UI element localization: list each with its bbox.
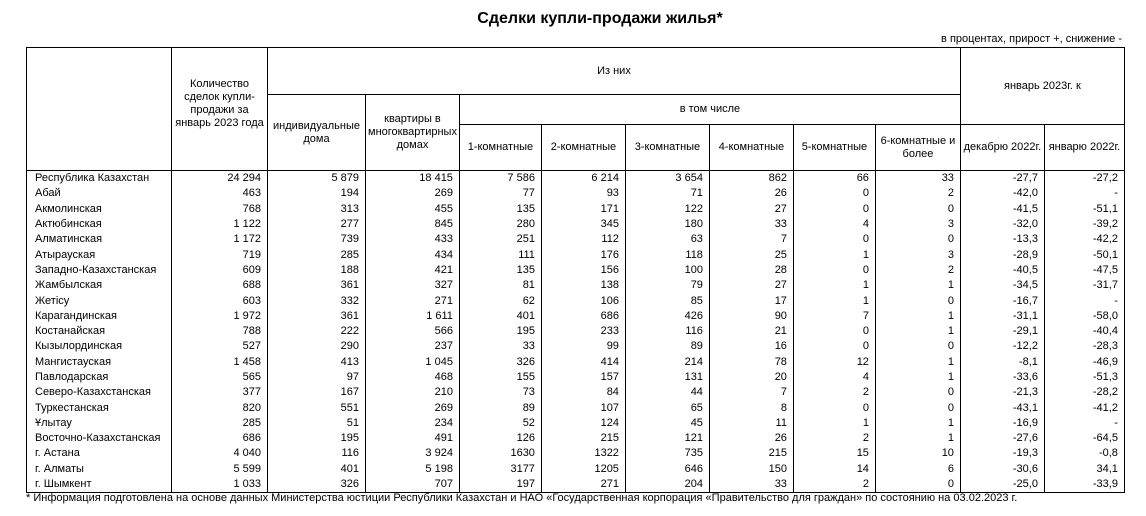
value-cell: 326 <box>459 355 541 370</box>
region-name-cell: Павлодарская <box>27 370 172 385</box>
table-row <box>27 355 1125 370</box>
table-row <box>27 477 1125 493</box>
value-cell: 3177 <box>459 462 541 477</box>
value-cell: 194 <box>268 186 366 201</box>
value-cell: 21 <box>709 324 793 339</box>
value-cell: 79 <box>625 278 709 293</box>
value-cell: 85 <box>625 293 709 308</box>
value-cell: 180 <box>625 217 709 232</box>
value-cell: 426 <box>625 309 709 324</box>
value-cell: 111 <box>459 247 541 262</box>
value-cell: -43,1 <box>960 400 1044 415</box>
rooms-6-header: 6-комнатные и более <box>875 125 960 171</box>
value-cell: 171 <box>541 202 625 217</box>
value-cell: -13,3 <box>960 232 1044 247</box>
value-cell: -27,2 <box>1044 171 1124 187</box>
value-cell: 566 <box>366 324 460 339</box>
region-name-cell: Западно-Казахстанская <box>27 263 172 278</box>
value-cell: 707 <box>366 477 460 493</box>
value-cell: 4 <box>793 217 875 232</box>
value-cell: 204 <box>625 477 709 493</box>
value-cell: 862 <box>709 171 793 187</box>
value-cell: 44 <box>625 385 709 400</box>
value-cell: 17 <box>709 293 793 308</box>
value-cell: 0 <box>793 202 875 217</box>
value-cell: 686 <box>172 431 268 446</box>
value-cell: 71 <box>625 186 709 201</box>
value-cell: 468 <box>366 370 460 385</box>
value-cell: 0 <box>875 293 960 308</box>
value-cell: 1 <box>875 416 960 431</box>
value-cell: 3 <box>875 247 960 262</box>
footnote: * Информация подготовлена на основе данных Министерства юстиции Республики Казахстан и НАО «Государственная корпорация «Правительство для граждан» по состоянию на 03.02.2023 г. <box>26 492 1018 504</box>
value-cell: -21,3 <box>960 385 1044 400</box>
value-cell: 2 <box>793 385 875 400</box>
value-cell: 73 <box>459 385 541 400</box>
value-cell: 116 <box>268 446 366 461</box>
value-cell: 421 <box>366 263 460 278</box>
value-cell: -0,8 <box>1044 446 1124 461</box>
value-cell: 6 214 <box>541 171 625 187</box>
of-which-header: Из них <box>268 48 961 95</box>
value-cell: 401 <box>459 309 541 324</box>
value-cell: 107 <box>541 400 625 415</box>
value-cell: 3 654 <box>625 171 709 187</box>
value-cell: 77 <box>459 186 541 201</box>
rooms-1-header: 1-комнатные <box>459 125 541 171</box>
value-cell: - <box>1044 186 1124 201</box>
value-cell: 112 <box>541 232 625 247</box>
value-cell: 1 033 <box>172 477 268 493</box>
value-cell: 65 <box>625 400 709 415</box>
value-cell: 361 <box>268 278 366 293</box>
table-row <box>27 324 1125 339</box>
value-cell: 271 <box>541 477 625 493</box>
value-cell: 2 <box>875 186 960 201</box>
value-cell: 463 <box>172 186 268 201</box>
including-header: в том числе <box>459 95 960 125</box>
value-cell: 27 <box>709 278 793 293</box>
value-cell: 33 <box>459 339 541 354</box>
value-cell: 527 <box>172 339 268 354</box>
value-cell: 285 <box>268 247 366 262</box>
value-cell: 2 <box>793 477 875 493</box>
vs-december-header: декабрю 2022г. <box>960 125 1044 171</box>
value-cell: 0 <box>875 339 960 354</box>
value-cell: -27,7 <box>960 171 1044 187</box>
value-cell: 222 <box>268 324 366 339</box>
value-cell: 156 <box>541 263 625 278</box>
value-cell: 5 879 <box>268 171 366 187</box>
value-cell: -31,7 <box>1044 278 1124 293</box>
value-cell: 1 045 <box>366 355 460 370</box>
value-cell: 66 <box>793 171 875 187</box>
value-cell: 2 <box>793 431 875 446</box>
value-cell: 1 <box>793 293 875 308</box>
value-cell: 33 <box>875 171 960 187</box>
value-cell: 1322 <box>541 446 625 461</box>
value-cell: 0 <box>793 263 875 278</box>
value-cell: 81 <box>459 278 541 293</box>
value-cell: 34,1 <box>1044 462 1124 477</box>
value-cell: 215 <box>541 431 625 446</box>
value-cell: 271 <box>366 293 460 308</box>
value-cell: 131 <box>625 370 709 385</box>
value-cell: 89 <box>459 400 541 415</box>
value-cell: 5 198 <box>366 462 460 477</box>
region-name-cell: Туркестанская <box>27 400 172 415</box>
value-cell: 251 <box>459 232 541 247</box>
value-cell: 361 <box>268 309 366 324</box>
value-cell: 18 415 <box>366 171 460 187</box>
value-cell: 345 <box>541 217 625 232</box>
value-cell: 3 924 <box>366 446 460 461</box>
value-cell: 26 <box>709 186 793 201</box>
value-cell: 491 <box>366 431 460 446</box>
value-cell: 12 <box>793 355 875 370</box>
value-cell: 1 972 <box>172 309 268 324</box>
region-name-cell: Ұлытау <box>27 416 172 431</box>
value-cell: -41,5 <box>960 202 1044 217</box>
value-cell: 290 <box>268 339 366 354</box>
value-cell: 269 <box>366 186 460 201</box>
value-cell: - <box>1044 416 1124 431</box>
table-row <box>27 385 1125 400</box>
value-cell: 609 <box>172 263 268 278</box>
value-cell: -12,2 <box>960 339 1044 354</box>
value-cell: 845 <box>366 217 460 232</box>
region-name-cell: Атырауская <box>27 247 172 262</box>
value-cell: 97 <box>268 370 366 385</box>
value-cell: 7 <box>709 385 793 400</box>
value-cell: 45 <box>625 416 709 431</box>
value-cell: 150 <box>709 462 793 477</box>
value-cell: 100 <box>625 263 709 278</box>
housing-deals-table <box>26 47 1125 493</box>
value-cell: 234 <box>366 416 460 431</box>
value-cell: 116 <box>625 324 709 339</box>
value-cell: 719 <box>172 247 268 262</box>
value-cell: -28,2 <box>1044 385 1124 400</box>
value-cell: 0 <box>875 385 960 400</box>
value-cell: -51,3 <box>1044 370 1124 385</box>
value-cell: - <box>1044 293 1124 308</box>
value-cell: 27 <box>709 202 793 217</box>
value-cell: 332 <box>268 293 366 308</box>
table-row <box>27 462 1125 477</box>
value-cell: 1 <box>875 278 960 293</box>
value-cell: 210 <box>366 385 460 400</box>
table-row <box>27 202 1125 217</box>
value-cell: 6 <box>875 462 960 477</box>
value-cell: 14 <box>793 462 875 477</box>
value-cell: 122 <box>625 202 709 217</box>
value-cell: 688 <box>172 278 268 293</box>
rooms-2-header: 2-комнатные <box>541 125 625 171</box>
value-cell: 215 <box>709 446 793 461</box>
value-cell: -42,0 <box>960 186 1044 201</box>
value-cell: 10 <box>875 446 960 461</box>
value-cell: 52 <box>459 416 541 431</box>
value-cell: 1 <box>875 370 960 385</box>
value-cell: 0 <box>793 324 875 339</box>
value-cell: 7 <box>793 309 875 324</box>
value-cell: -39,2 <box>1044 217 1124 232</box>
rooms-5-header: 5-комнатные <box>793 125 875 171</box>
value-cell: 0 <box>875 400 960 415</box>
value-cell: -28,3 <box>1044 339 1124 354</box>
value-cell: -46,9 <box>1044 355 1124 370</box>
value-cell: 0 <box>793 400 875 415</box>
table-row <box>27 431 1125 446</box>
value-cell: 603 <box>172 293 268 308</box>
region-name-cell: Костанайская <box>27 324 172 339</box>
region-name-cell: Мангистауская <box>27 355 172 370</box>
region-name-cell: Карагандинская <box>27 309 172 324</box>
value-cell: 735 <box>625 446 709 461</box>
value-cell: 138 <box>541 278 625 293</box>
value-cell: 277 <box>268 217 366 232</box>
value-cell: 197 <box>459 477 541 493</box>
region-name-cell: Жамбылская <box>27 278 172 293</box>
value-cell: -30,6 <box>960 462 1044 477</box>
value-cell: 176 <box>541 247 625 262</box>
table-row <box>27 247 1125 262</box>
region-name-cell: Восточно-Казахстанская <box>27 431 172 446</box>
value-cell: 33 <box>709 217 793 232</box>
table-body <box>27 171 1125 493</box>
value-cell: 269 <box>366 400 460 415</box>
value-cell: 11 <box>709 416 793 431</box>
value-cell: 455 <box>366 202 460 217</box>
value-cell: 1 <box>875 309 960 324</box>
table-row <box>27 446 1125 461</box>
value-cell: -16,9 <box>960 416 1044 431</box>
value-cell: 99 <box>541 339 625 354</box>
table-row <box>27 232 1125 247</box>
value-cell: 7 <box>709 232 793 247</box>
value-cell: 118 <box>625 247 709 262</box>
value-cell: 28 <box>709 263 793 278</box>
value-cell: -40,5 <box>960 263 1044 278</box>
value-cell: 1 <box>793 247 875 262</box>
value-cell: 1 <box>793 278 875 293</box>
value-cell: 3 <box>875 217 960 232</box>
region-name-cell: Республика Казахстан <box>27 171 172 187</box>
value-cell: 0 <box>793 339 875 354</box>
value-cell: -8,1 <box>960 355 1044 370</box>
value-cell: -33,9 <box>1044 477 1124 493</box>
value-cell: 20 <box>709 370 793 385</box>
table-row <box>27 416 1125 431</box>
table-row <box>27 263 1125 278</box>
value-cell: -41,2 <box>1044 400 1124 415</box>
value-cell: 16 <box>709 339 793 354</box>
rooms-3-header: 3-комнатные <box>625 125 709 171</box>
value-cell: 414 <box>541 355 625 370</box>
value-cell: 646 <box>625 462 709 477</box>
value-cell: 433 <box>366 232 460 247</box>
table-row <box>27 400 1125 415</box>
value-cell: 135 <box>459 263 541 278</box>
change-header: январь 2023г. к <box>960 48 1124 125</box>
region-name-cell: г. Алматы <box>27 462 172 477</box>
value-cell: 0 <box>875 477 960 493</box>
value-cell: 1 172 <box>172 232 268 247</box>
value-cell: 24 294 <box>172 171 268 187</box>
value-cell: 0 <box>793 186 875 201</box>
value-cell: -40,4 <box>1044 324 1124 339</box>
value-cell: 237 <box>366 339 460 354</box>
region-name-cell: г. Шымкент <box>27 477 172 493</box>
value-cell: -51,1 <box>1044 202 1124 217</box>
value-cell: 1 <box>875 431 960 446</box>
value-cell: 313 <box>268 202 366 217</box>
value-cell: 51 <box>268 416 366 431</box>
value-cell: -34,5 <box>960 278 1044 293</box>
table-row <box>27 278 1125 293</box>
table-row <box>27 339 1125 354</box>
page-title: Сделки купли-продажи жилья* <box>477 10 723 27</box>
value-cell: 8 <box>709 400 793 415</box>
value-cell: 565 <box>172 370 268 385</box>
value-cell: 78 <box>709 355 793 370</box>
value-cell: -27,6 <box>960 431 1044 446</box>
value-cell: 4 <box>793 370 875 385</box>
value-cell: 686 <box>541 309 625 324</box>
table-row <box>27 186 1125 201</box>
value-cell: 2 <box>875 263 960 278</box>
value-cell: 89 <box>625 339 709 354</box>
value-cell: 1630 <box>459 446 541 461</box>
value-cell: -58,0 <box>1044 309 1124 324</box>
value-cell: -29,1 <box>960 324 1044 339</box>
value-cell: -16,7 <box>960 293 1044 308</box>
region-name-cell: Абай <box>27 186 172 201</box>
value-cell: -33,6 <box>960 370 1044 385</box>
value-cell: 820 <box>172 400 268 415</box>
value-cell: -42,2 <box>1044 232 1124 247</box>
region-name-cell: Северо-Казахстанская <box>27 385 172 400</box>
value-cell: 1 458 <box>172 355 268 370</box>
value-cell: 15 <box>793 446 875 461</box>
region-name-cell: Алматинская <box>27 232 172 247</box>
value-cell: 739 <box>268 232 366 247</box>
value-cell: 0 <box>793 232 875 247</box>
table-row <box>27 293 1125 308</box>
value-cell: 377 <box>172 385 268 400</box>
value-cell: 1 <box>875 355 960 370</box>
value-cell: 285 <box>172 416 268 431</box>
value-cell: 4 040 <box>172 446 268 461</box>
value-cell: 0 <box>875 232 960 247</box>
value-cell: -19,3 <box>960 446 1044 461</box>
value-cell: 5 599 <box>172 462 268 477</box>
value-cell: 7 586 <box>459 171 541 187</box>
value-cell: 1 <box>875 324 960 339</box>
value-cell: 106 <box>541 293 625 308</box>
table-row <box>27 370 1125 385</box>
value-cell: 1 122 <box>172 217 268 232</box>
total-deals-header: Количество сделок купли-продажи за январь 2023 года <box>172 48 268 171</box>
value-cell: 33 <box>709 477 793 493</box>
value-cell: 1 611 <box>366 309 460 324</box>
value-cell: -50,1 <box>1044 247 1124 262</box>
value-cell: 326 <box>268 477 366 493</box>
value-cell: 121 <box>625 431 709 446</box>
value-cell: 788 <box>172 324 268 339</box>
region-name-cell: г. Астана <box>27 446 172 461</box>
value-cell: 188 <box>268 263 366 278</box>
value-cell: 167 <box>268 385 366 400</box>
value-cell: 124 <box>541 416 625 431</box>
value-cell: 280 <box>459 217 541 232</box>
value-cell: -32,0 <box>960 217 1044 232</box>
value-cell: 26 <box>709 431 793 446</box>
value-cell: 90 <box>709 309 793 324</box>
value-cell: 1205 <box>541 462 625 477</box>
value-cell: 157 <box>541 370 625 385</box>
value-cell: 1 <box>793 416 875 431</box>
vs-january-header: январю 2022г. <box>1044 125 1124 171</box>
value-cell: 413 <box>268 355 366 370</box>
value-cell: 233 <box>541 324 625 339</box>
value-cell: 62 <box>459 293 541 308</box>
value-cell: -28,9 <box>960 247 1044 262</box>
table-row <box>27 217 1125 232</box>
value-cell: -47,5 <box>1044 263 1124 278</box>
value-cell: 214 <box>625 355 709 370</box>
value-cell: -25,0 <box>960 477 1044 493</box>
value-cell: 25 <box>709 247 793 262</box>
value-cell: 401 <box>268 462 366 477</box>
units-note: в процентах, прирост +, снижение - <box>941 33 1122 45</box>
value-cell: 195 <box>459 324 541 339</box>
value-cell: 63 <box>625 232 709 247</box>
table-row <box>27 171 1125 187</box>
value-cell: 126 <box>459 431 541 446</box>
rooms-4-header: 4-комнатные <box>709 125 793 171</box>
value-cell: 551 <box>268 400 366 415</box>
value-cell: -31,1 <box>960 309 1044 324</box>
value-cell: 768 <box>172 202 268 217</box>
value-cell: -64,5 <box>1044 431 1124 446</box>
value-cell: 327 <box>366 278 460 293</box>
value-cell: 434 <box>366 247 460 262</box>
value-cell: 135 <box>459 202 541 217</box>
table-row <box>27 309 1125 324</box>
region-name-cell: Акмолинская <box>27 202 172 217</box>
value-cell: 155 <box>459 370 541 385</box>
value-cell: 0 <box>875 202 960 217</box>
region-header <box>27 48 172 171</box>
individual-houses-header: индивидуальные дома <box>268 95 366 171</box>
apartments-header: квартиры в многоквартирных домах <box>366 95 460 171</box>
value-cell: 93 <box>541 186 625 201</box>
region-name-cell: Актюбинская <box>27 217 172 232</box>
value-cell: 195 <box>268 431 366 446</box>
region-name-cell: Жетісу <box>27 293 172 308</box>
region-name-cell: Кызылординская <box>27 339 172 354</box>
value-cell: 84 <box>541 385 625 400</box>
